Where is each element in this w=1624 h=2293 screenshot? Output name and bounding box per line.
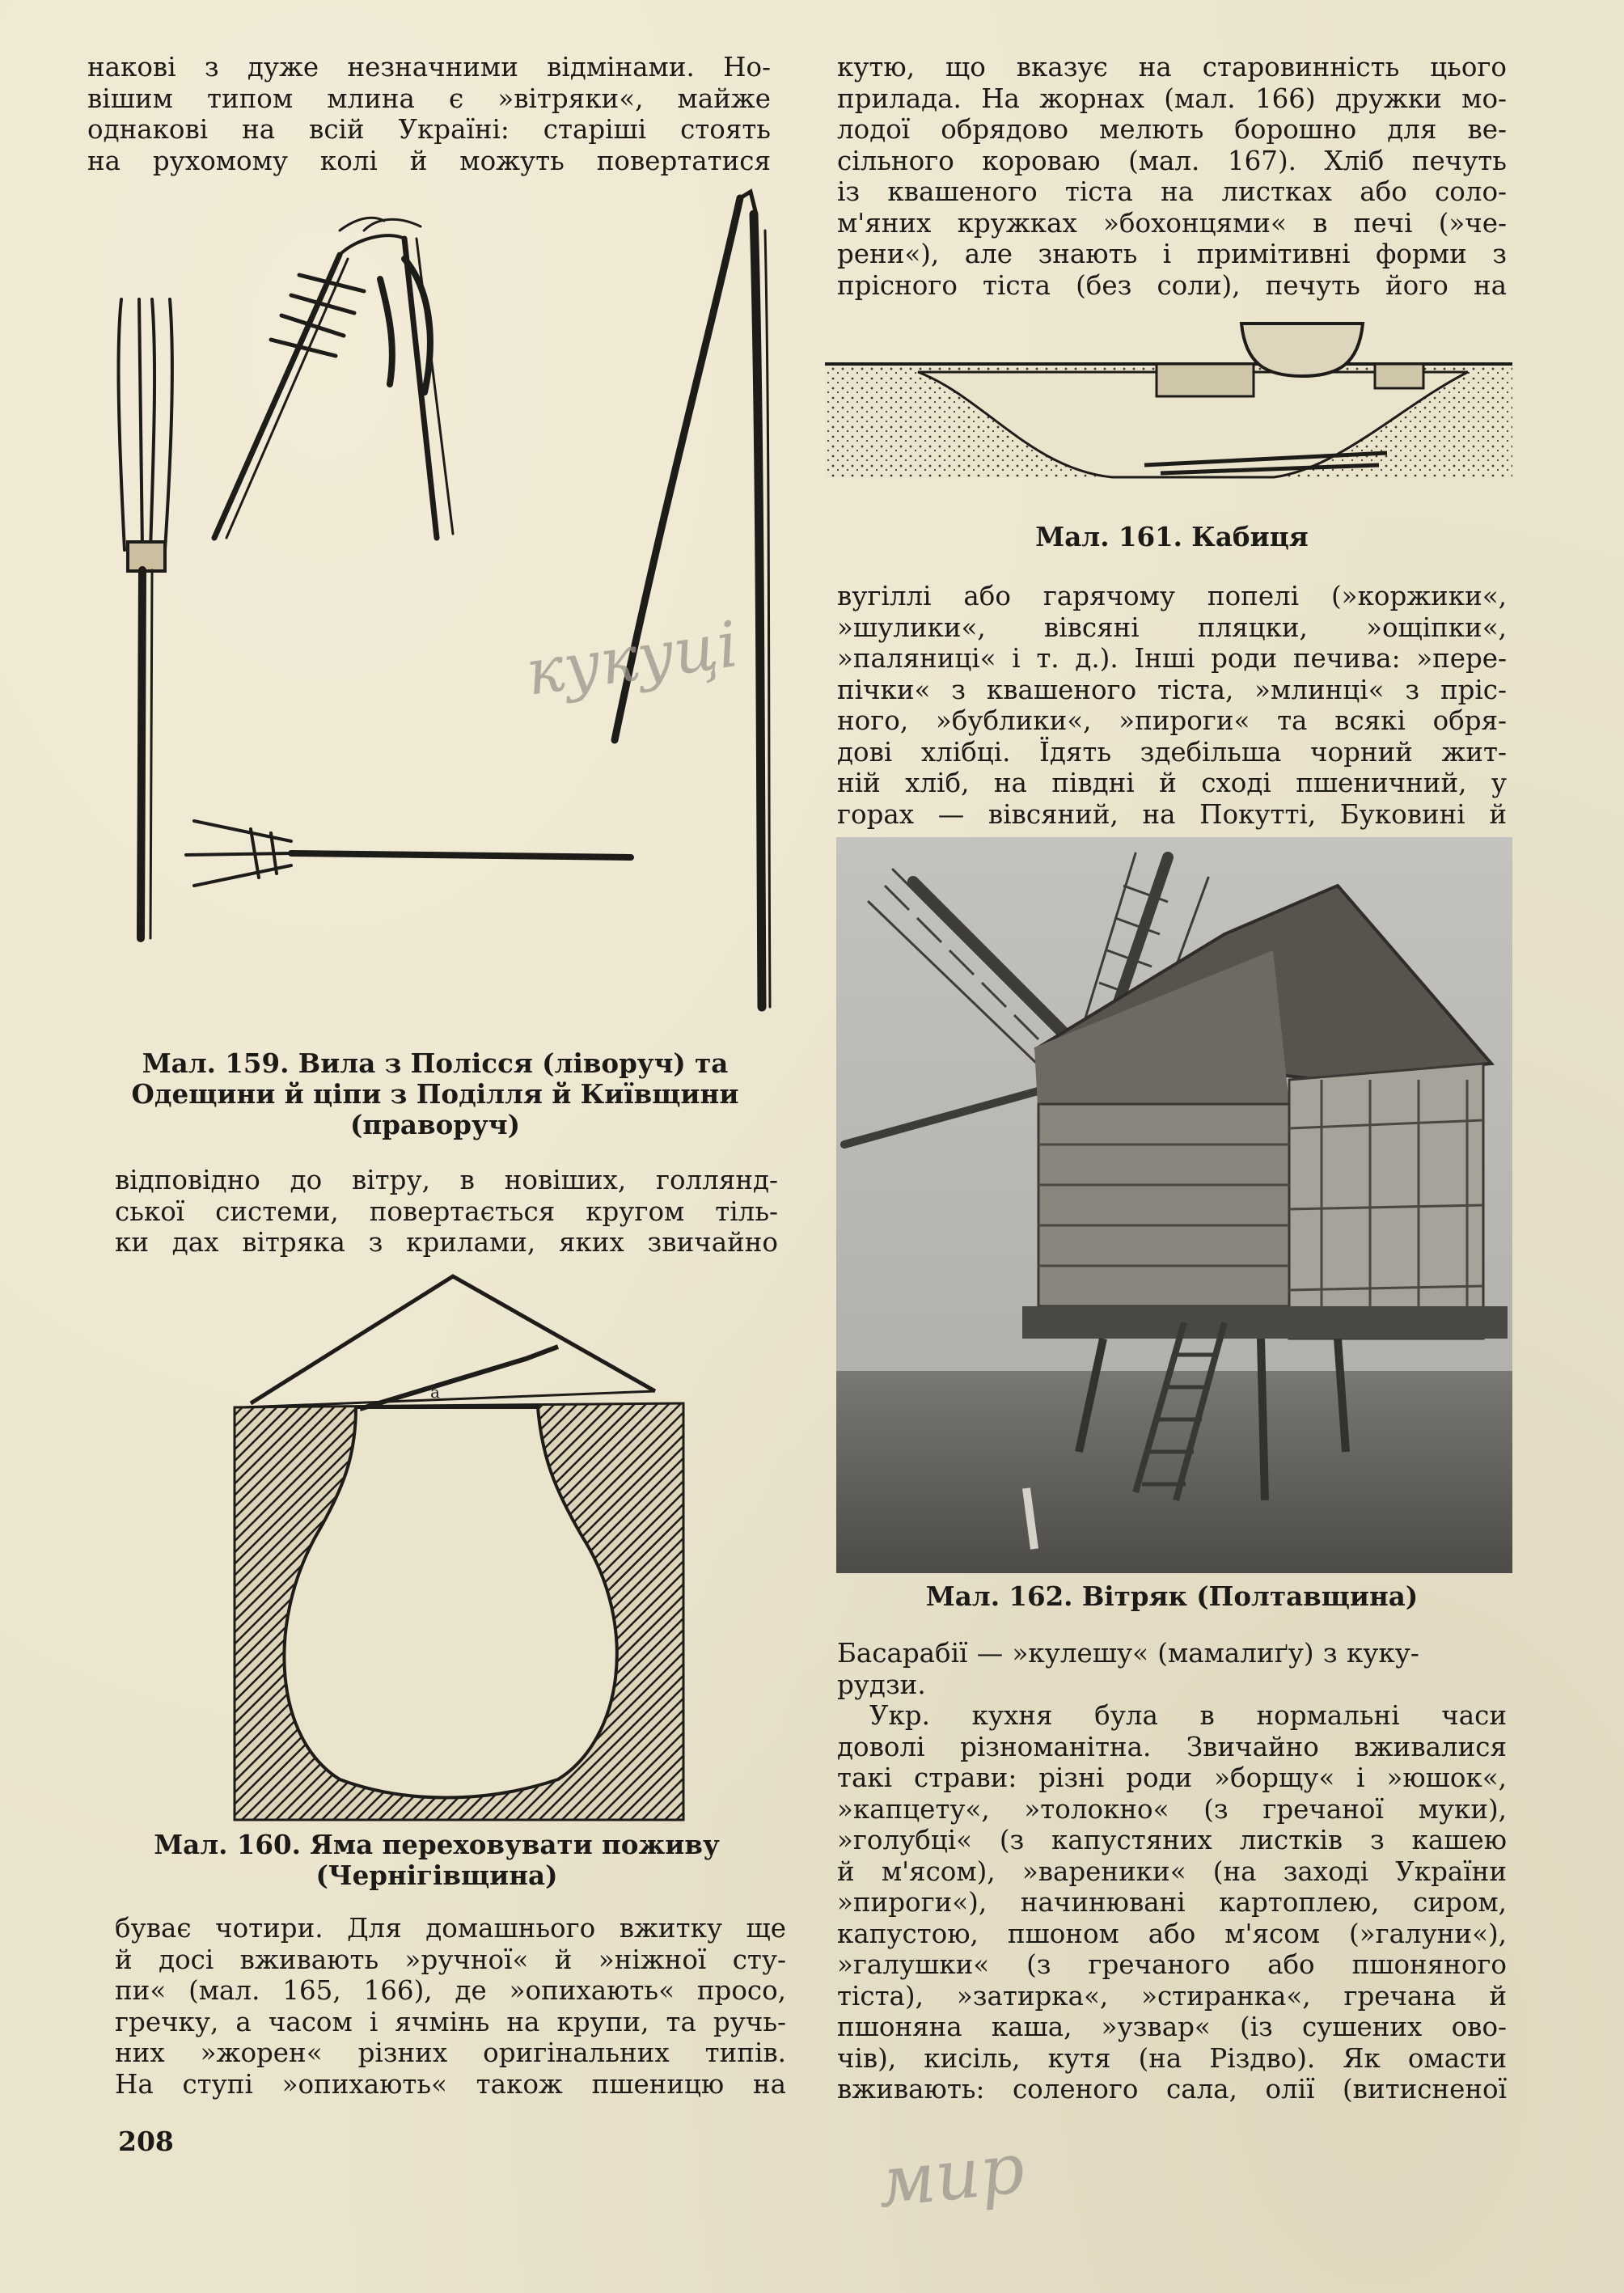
caption-figure-162: Мал. 162. Вітряк (Полтавщина)	[925, 1580, 1419, 1612]
pencil-note-top: кукуці	[522, 608, 743, 710]
right-paragraph-bottom-1: Басарабії — »кулешу« (мамалиґу) з куку- рудзи.	[837, 1638, 1419, 1700]
left-paragraph-top: накові з дуже незначними відмінами. Но- вішим типом млина є »вітряки«, майже однакові на всій Україні: старіші стоять на рухомому колі й можуть повертатися	[87, 52, 771, 176]
right-paragraph-middle: вугіллі або гарячому попелі (»коржики«, »шулики«, вівсяні пляцки, »ощіпки«, »паляниці« і т. д.). Інші роди печива: »пере- пічки« з квашеного тіста, »млинці« з пріс- ного, »бублики«, »пироги« та всякі обря- дові хлібці. Їдять здебільша чорний жит- ній хліб, на півдні й сході пшеничний, у горах — вівсяний, на Покутті, Буковині й	[837, 581, 1507, 830]
page-number: 208	[118, 2126, 174, 2157]
caption-figure-159: Мал. 159. Вила з Полісся (ліворуч) та Одещини й ціпи з Поділля й Київщини (праворуч)	[131, 1047, 739, 1140]
caption-figure-160: Мал. 160. Яма переховувати поживу (Чернігівщина)	[154, 1829, 720, 1891]
figure-160-storage-pit	[218, 1270, 687, 1828]
left-paragraph-middle: відповідно до вітру, в новіших, голлянд- ської системи, повертається кругом тіль- ки дах вітряка з крилами, яких звичайно	[115, 1165, 778, 1258]
figure-161-kabytsia	[821, 307, 1516, 518]
pencil-note-bottom: мир	[873, 2127, 1029, 2224]
right-paragraph-bottom-2: Укр. кухня була в нормальні часи доволі різноманітна. Звичайно вживалися такі страви: різні роди »борщу« і »юшок«, »капцету«, »толокно« (з гречаної муки), »голубці« (з капустяних листків з кашею й м'ясом), »вареники« (на заході України »пироги«), начинювані картоплею, сиром, капустою, пшоном або м'ясом (»галуни«), »галушки« (з гречаного або пшоняного тіста), »затирка«, »стиранка«, гречана й пшоняна каша, »узвар« (із сушених ово- чів), кисіль, кутя (на Різдво). Як омасти вживають: соленого сала, олії (витисненої	[837, 1700, 1507, 2105]
caption-figure-161: Мал. 161. Кабиця	[1035, 521, 1309, 552]
figure-162-windmill-photo	[836, 837, 1512, 1573]
left-paragraph-bottom: буває чотири. Для домашнього вжитку ще й досі вживають »ручної« й »ніжної сту- пи« (мал. 165, 166), де »опихають« просо, гречку, а часом і ячмінь на крупи, та ручь- них »жорен« різних оригінальних типів. На ступі »опихають« також пшеницю на	[115, 1913, 786, 2100]
right-paragraph-top: кутю, що вказує на старовинність цього прилада. На жорнах (мал. 166) дружки мо- лодої обрядово мелють борошно для ве- сільного короваю (мал. 167). Хліб печуть із квашеного тіста на листках або соло- м'яних кружках »бохонцями« в печі (»че- рени«), але знають і примітивні форми з прісного тіста (без соли), печуть його на	[837, 52, 1507, 301]
svg-text:a: a	[430, 1382, 440, 1402]
